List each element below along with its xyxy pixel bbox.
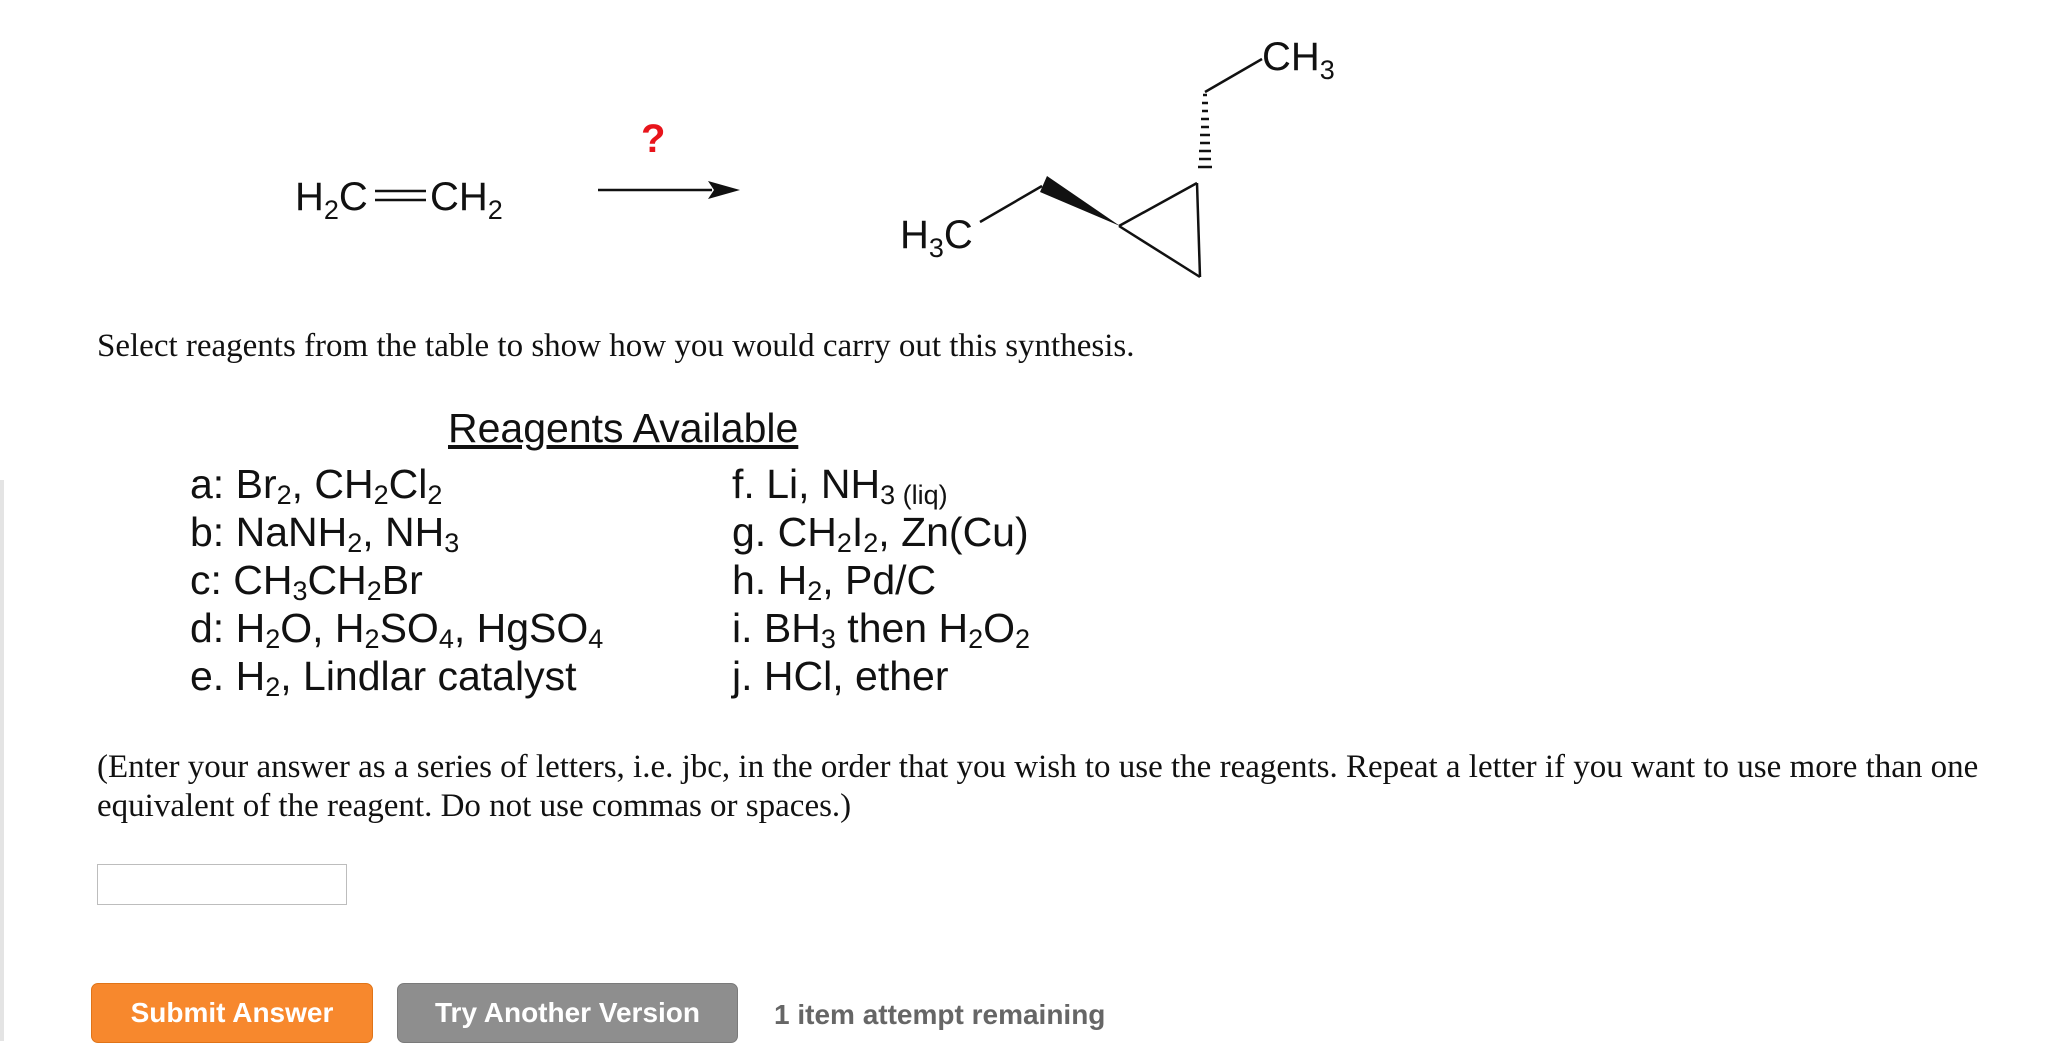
reagent-item — [190, 460, 603, 508]
reagent-item — [732, 460, 1030, 508]
question-prompt: Select reagents from the table to show how you would carry out this synthesis. — [97, 328, 1135, 364]
ring-bond-top — [1119, 183, 1197, 226]
svg-text:H3C — [900, 213, 973, 263]
reagent-subscript: 3 — [444, 528, 460, 558]
product-cyclopropane — [900, 35, 1335, 277]
reagent-text: H — [235, 605, 266, 651]
reagent-text: , Pd/C — [822, 557, 937, 603]
svg-text:CH3 — [1262, 35, 1335, 85]
reagent-subscript: 2 — [863, 528, 879, 558]
product-left-h: H — [900, 213, 929, 257]
reagent-label: f. — [732, 461, 767, 507]
reagent-item — [732, 556, 1030, 604]
reagent-text: SO — [379, 605, 439, 651]
reagents-table — [190, 405, 1090, 705]
reagent-text: CH — [307, 557, 367, 603]
submit-answer-button[interactable]: Submit Answer — [91, 983, 373, 1043]
reagents-title: Reagents Available — [448, 405, 799, 451]
unknown-reagent-mark: ? — [641, 117, 666, 161]
reagent-item — [190, 604, 603, 652]
reagent-subscript: 4 — [438, 624, 454, 654]
reagent-subscript: 3 (liq) — [880, 480, 948, 510]
answer-input[interactable] — [97, 864, 347, 905]
reagent-item — [190, 508, 603, 556]
reagent-text: H — [777, 557, 808, 603]
reagent-text: Br — [235, 461, 277, 507]
reagent-text: O — [983, 605, 1016, 651]
reagent-text: CH — [777, 509, 837, 555]
reagent-text: CH — [233, 557, 293, 603]
reactant-h: H — [295, 175, 324, 219]
reagent-text: Cl — [388, 461, 428, 507]
product-left-sub: 3 — [928, 233, 944, 263]
reagent-subscript: 2 — [968, 624, 984, 654]
reactant-ethylene — [295, 175, 503, 225]
reagent-subscript: 2 — [373, 480, 389, 510]
reagent-text: then H — [835, 605, 969, 651]
reagent-label: a: — [190, 461, 236, 507]
reactant-ch: CH — [430, 175, 488, 219]
reagent-text: Br — [381, 557, 423, 603]
reagent-label: e. — [190, 653, 236, 699]
reagent-text: HCl, ether — [763, 653, 949, 699]
reagents-column-left — [190, 460, 603, 700]
reagent-item — [732, 652, 1030, 700]
attempts-remaining-text: 1 item attempt remaining — [774, 999, 1106, 1030]
reagent-text: , NH — [362, 509, 445, 555]
ring-bond-right — [1197, 183, 1200, 277]
reagent-subscript: 2 — [807, 576, 823, 606]
reagent-label: i. — [732, 605, 764, 651]
reagent-text: , CH — [291, 461, 374, 507]
answer-instructions: (Enter your answer as a series of letters, i.e. jbc, in the order that you wish to use the reagents. Repeat a letter if you want to use more than one equivalent of the reagent. Do not use commas or spaces.) — [97, 749, 1979, 824]
reagent-text: BH — [763, 605, 821, 651]
reagent-subscript: 2 — [265, 624, 281, 654]
reagent-text: , Lindlar catalyst — [280, 653, 577, 699]
reagent-subscript: 4 — [588, 624, 604, 654]
reagent-text: H — [235, 653, 266, 699]
product-top-sub: 3 — [1319, 55, 1335, 85]
reaction-scheme-drawing — [0, 0, 1400, 300]
reagent-item — [732, 604, 1030, 652]
reagent-subscript: 3 — [292, 576, 308, 606]
reagent-text: , Zn(Cu) — [878, 509, 1029, 555]
reagent-text: O, H — [280, 605, 365, 651]
reactant-sub1: 2 — [323, 195, 339, 225]
hashed-wedge-bond — [1198, 95, 1212, 167]
reagent-text: , HgSO — [453, 605, 589, 651]
ring-bond-bottom — [1119, 226, 1200, 277]
reagent-item — [190, 652, 603, 700]
svg-text:H2C — [295, 175, 368, 225]
reagent-label: d: — [190, 605, 236, 651]
reagents-column-right — [732, 460, 1030, 700]
svg-text:CH2 — [430, 175, 503, 225]
reagent-label: b: — [190, 509, 236, 555]
methyl-left-bond — [980, 186, 1042, 222]
methyl-top-bond — [1205, 59, 1262, 92]
reagent-subscript: 2 — [1015, 624, 1031, 654]
try-another-version-button[interactable]: Try Another Version — [397, 983, 738, 1043]
reagent-label: c: — [190, 557, 234, 603]
reagent-item — [190, 556, 603, 604]
reaction-scheme — [0, 0, 1400, 300]
reagent-text: Li, NH — [766, 461, 881, 507]
reagent-label: h. — [732, 557, 778, 603]
reagent-subscript: 2 — [364, 624, 380, 654]
reagent-text: NaNH — [235, 509, 348, 555]
reagent-subscript: 2 — [265, 672, 281, 702]
reagent-subscript: 2 — [427, 480, 443, 510]
reagent-subscript: 2 — [366, 576, 382, 606]
reactant-c: C — [338, 175, 368, 219]
product-left-c: C — [943, 213, 973, 257]
reagent-subscript: 3 — [820, 624, 836, 654]
reagent-text: I — [851, 509, 864, 555]
product-top-ch: CH — [1262, 35, 1320, 79]
solid-wedge-bond — [1040, 176, 1120, 226]
reagent-subscript: 2 — [836, 528, 852, 558]
reagent-item — [732, 508, 1030, 556]
reagent-subscript: 2 — [276, 480, 292, 510]
left-edge-divider — [0, 480, 4, 1041]
reagent-label: g. — [732, 509, 778, 555]
reaction-arrow-head — [708, 181, 740, 199]
reactant-sub2: 2 — [487, 195, 503, 225]
reagent-subscript: 2 — [347, 528, 363, 558]
reagent-label: j. — [732, 653, 764, 699]
